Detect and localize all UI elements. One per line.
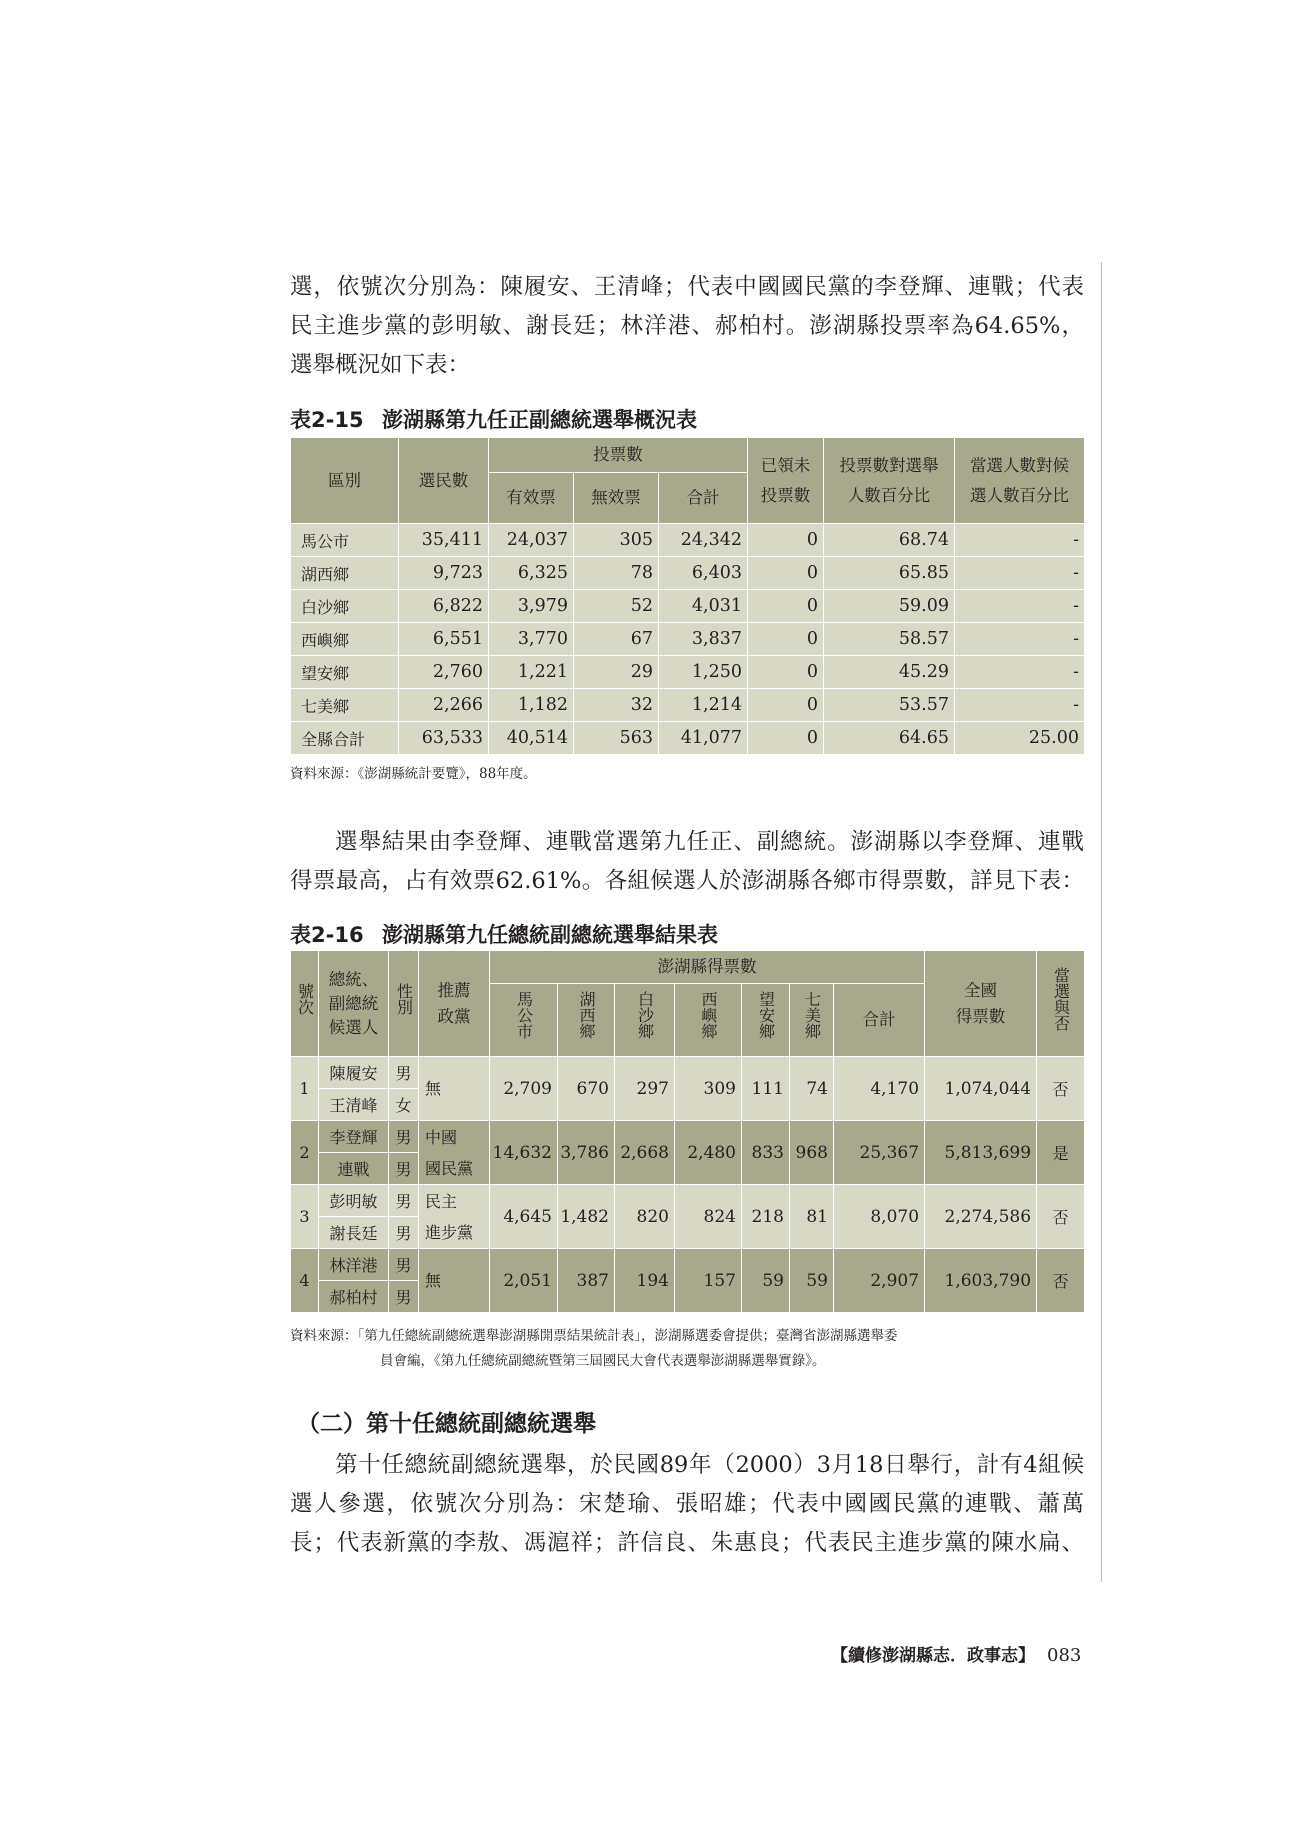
turnout-cell: 64.65 — [824, 722, 955, 755]
footer-book-title: 【續修澎湖縣志．政事志】 — [831, 1646, 1035, 1666]
party-line-1: 無 — [425, 1271, 442, 1290]
qimei-cell: 74 — [790, 1057, 834, 1121]
voters-cell: 2,266 — [399, 689, 489, 722]
total-cell: 6,403 — [659, 557, 748, 590]
wangan-cell: 111 — [742, 1057, 790, 1121]
party-cell — [419, 1185, 490, 1249]
total-cell: 8,070 — [834, 1185, 925, 1249]
header-elected — [955, 438, 1085, 524]
invalid-cell: 52 — [574, 590, 659, 623]
district-cell: 白沙鄉 — [291, 590, 399, 623]
xiyu-cell: 824 — [675, 1185, 742, 1249]
table1-source: 資料來源：《澎湖縣統計要覽》，88年度。 — [290, 766, 537, 782]
magong-cell: 4,645 — [490, 1185, 558, 1249]
wangan-cell: 218 — [742, 1185, 790, 1249]
para2-line-2: 得票最高，占有效票62.61%。各組候選人於澎湖縣各鄉市得票數，詳見下表： — [290, 868, 1084, 894]
magong-cell: 2,709 — [490, 1057, 558, 1121]
header-turnout-line-1: 投票數對選舉 — [839, 455, 939, 475]
header-voters: 選民數 — [399, 438, 489, 524]
header-wangan-text: 望安鄉 — [756, 991, 776, 1039]
header-no — [291, 951, 319, 1057]
turnout-cell: 59.09 — [824, 590, 955, 623]
valid-cell: 1,221 — [489, 656, 574, 689]
table1-caption — [290, 404, 697, 434]
header-gender — [389, 951, 419, 1057]
header-gender-text: 性別 — [394, 982, 414, 1015]
huxi-cell: 1,482 — [558, 1185, 615, 1249]
header-no-text: 號次 — [295, 982, 315, 1015]
elected-cell: 否 — [1037, 1057, 1085, 1121]
party-line-2: 進步黨 — [425, 1222, 474, 1242]
valid-cell: 3,979 — [489, 590, 574, 623]
no-cell: 2 — [291, 1121, 319, 1185]
table-row — [291, 1057, 1085, 1089]
baisha-cell: 297 — [615, 1057, 675, 1121]
qimei-cell: 968 — [790, 1121, 834, 1185]
gender-cell: 男 — [389, 1121, 419, 1153]
header-elected-text: 當選與否 — [1051, 966, 1071, 1031]
xiyu-cell: 2,480 — [675, 1121, 742, 1185]
total-cell: 1,250 — [659, 656, 748, 689]
baisha-cell: 194 — [615, 1249, 675, 1313]
national-cell: 5,813,699 — [925, 1121, 1037, 1185]
table-row — [291, 590, 1085, 623]
president-cell: 陳履安 — [319, 1057, 389, 1089]
vice-president-cell: 謝長廷 — [319, 1217, 389, 1249]
intro-line-3: 選舉概況如下表： — [290, 352, 471, 378]
voters-cell: 63,533 — [399, 722, 489, 755]
elected-cell: - — [955, 689, 1085, 722]
no-cell: 3 — [291, 1185, 319, 1249]
section-line-3: 長；代表新黨的李敖、馮滬祥；許信良、朱惠良；代表民主進步黨的陳水扁、 — [290, 1530, 1084, 1556]
header-baisha-text: 白沙鄉 — [635, 991, 655, 1039]
total-cell: 1,214 — [659, 689, 748, 722]
table2-caption — [290, 919, 718, 949]
header-turnout-line-2: 人數百分比 — [847, 485, 931, 505]
party-line-2: 國民黨 — [425, 1158, 474, 1178]
baisha-cell: 820 — [615, 1185, 675, 1249]
header-party-line-1: 推薦 — [437, 980, 471, 1000]
section-line-1: 第十任總統副總統選舉，於民國89年（2000）3月18日舉行，計有4組候 — [335, 1452, 1084, 1478]
intro-line-1: 選，依號次分別為：陳履安、王清峰；代表中國國民黨的李登輝、連戰；代表 — [290, 274, 1084, 300]
header-unclaimed-line-2: 投票數 — [760, 485, 811, 505]
header-wangan — [742, 984, 790, 1057]
voters-cell: 35,411 — [399, 524, 489, 557]
turnout-cell: 58.57 — [824, 623, 955, 656]
table-row — [291, 524, 1085, 557]
table2-source-line-1: 資料來源：「第九任總統副總統選舉澎湖縣開票結果統計表」，澎湖縣選委會提供；臺灣省澎湖縣選舉委 — [290, 1328, 898, 1344]
elected-cell: 否 — [1037, 1185, 1085, 1249]
header-elected — [1037, 951, 1085, 1057]
unclaimed-cell: 0 — [748, 590, 824, 623]
district-cell: 望安鄉 — [291, 656, 399, 689]
header-cand-line-1: 總統、 — [328, 969, 379, 989]
valid-cell: 6,325 — [489, 557, 574, 590]
header-xiyu — [675, 984, 742, 1057]
gender-cell: 男 — [389, 1185, 419, 1217]
table2-caption-number: 表2-16 — [290, 923, 364, 947]
header-magong — [490, 984, 558, 1057]
header-national — [925, 951, 1037, 1057]
voters-cell: 6,822 — [399, 590, 489, 623]
national-cell: 2,274,586 — [925, 1185, 1037, 1249]
table-row-total — [291, 722, 1085, 755]
header-turnout — [824, 438, 955, 524]
huxi-cell: 387 — [558, 1249, 615, 1313]
vice-president-cell: 王清峰 — [319, 1089, 389, 1121]
invalid-cell: 78 — [574, 557, 659, 590]
valid-cell: 3,770 — [489, 623, 574, 656]
vice-president-cell: 連戰 — [319, 1153, 389, 1185]
national-cell: 1,074,044 — [925, 1057, 1037, 1121]
results-table — [290, 950, 1085, 1313]
no-cell: 1 — [291, 1057, 319, 1121]
total-cell: 2,907 — [834, 1249, 925, 1313]
huxi-cell: 670 — [558, 1057, 615, 1121]
magong-cell: 2,051 — [490, 1249, 558, 1313]
header-total: 合計 — [659, 473, 748, 524]
valid-cell: 1,182 — [489, 689, 574, 722]
magong-cell: 14,632 — [490, 1121, 558, 1185]
valid-cell: 24,037 — [489, 524, 574, 557]
table-row — [291, 656, 1085, 689]
section-heading: （二）第十任總統副總統選舉 — [297, 1410, 596, 1437]
elected-cell: 否 — [1037, 1249, 1085, 1313]
unclaimed-cell: 0 — [748, 524, 824, 557]
header-magong-text: 馬公市 — [514, 991, 534, 1039]
elected-cell: - — [955, 557, 1085, 590]
header-invalid: 無效票 — [574, 473, 659, 524]
header-total: 合計 — [834, 984, 925, 1057]
voters-cell: 2,760 — [399, 656, 489, 689]
xiyu-cell: 157 — [675, 1249, 742, 1313]
party-line-1: 民主 — [425, 1191, 458, 1211]
para2-line-1: 選舉結果由李登輝、連戰當選第九任正、副總統。澎湖縣以李登輝、連戰 — [335, 829, 1084, 855]
total-cell: 4,031 — [659, 590, 748, 623]
valid-cell: 40,514 — [489, 722, 574, 755]
table-row — [291, 689, 1085, 722]
page-number: 083 — [1047, 1645, 1082, 1666]
turnout-table — [290, 437, 1085, 755]
turnout-cell: 68.74 — [824, 524, 955, 557]
baisha-cell: 2,668 — [615, 1121, 675, 1185]
header-national-line-2: 得票數 — [955, 1006, 1006, 1026]
invalid-cell: 67 — [574, 623, 659, 656]
header-unclaimed — [748, 438, 824, 524]
unclaimed-cell: 0 — [748, 557, 824, 590]
wangan-cell: 59 — [742, 1249, 790, 1313]
header-xiyu-text: 西嶼鄉 — [699, 991, 718, 1039]
total-cell: 3,837 — [659, 623, 748, 656]
table-row — [291, 623, 1085, 656]
unclaimed-cell: 0 — [748, 689, 824, 722]
party-cell — [419, 1249, 490, 1313]
turnout-cell: 45.29 — [824, 656, 955, 689]
party-line-1: 無 — [425, 1079, 442, 1098]
unclaimed-cell: 0 — [748, 656, 824, 689]
total-cell: 41,077 — [659, 722, 748, 755]
header-national-line-1: 全國 — [964, 980, 998, 1000]
wangan-cell: 833 — [742, 1121, 790, 1185]
table1-caption-number: 表2-15 — [290, 408, 364, 432]
invalid-cell: 305 — [574, 524, 659, 557]
header-unclaimed-line-1: 已領未 — [760, 455, 811, 475]
intro-line-2: 民主進步黨的彭明敏、謝長廷；林洋港、郝柏村。澎湖縣投票率為64.65%， — [290, 313, 1084, 339]
president-cell: 彭明敏 — [319, 1185, 389, 1217]
table-row — [291, 1185, 1085, 1217]
header-candidates — [319, 951, 389, 1057]
unclaimed-cell: 0 — [748, 722, 824, 755]
elected-cell: 是 — [1037, 1121, 1085, 1185]
elected-cell: - — [955, 590, 1085, 623]
president-cell: 李登輝 — [319, 1121, 389, 1153]
elected-cell: - — [955, 524, 1085, 557]
page-footer — [831, 1641, 1081, 1666]
qimei-cell: 59 — [790, 1249, 834, 1313]
header-cand-line-2: 副總統 — [328, 993, 379, 1013]
total-cell: 24,342 — [659, 524, 748, 557]
table2-source-line-2: 員會編，《第九任總統副總統暨第三屆國民大會代表選舉澎湖縣選舉實錄》。 — [380, 1353, 826, 1369]
district-cell: 西嶼鄉 — [291, 623, 399, 656]
turnout-cell: 65.85 — [824, 557, 955, 590]
gender-cell: 男 — [389, 1057, 419, 1089]
header-penghu-votes: 澎湖縣得票數 — [490, 951, 925, 984]
elected-cell: - — [955, 623, 1085, 656]
turnout-cell: 53.57 — [824, 689, 955, 722]
gender-cell: 男 — [389, 1281, 419, 1313]
national-cell: 1,603,790 — [925, 1249, 1037, 1313]
qimei-cell: 81 — [790, 1185, 834, 1249]
unclaimed-cell: 0 — [748, 623, 824, 656]
party-cell — [419, 1057, 490, 1121]
huxi-cell: 3,786 — [558, 1121, 615, 1185]
right-margin-rule — [1101, 262, 1102, 1582]
table-row — [291, 1249, 1085, 1281]
invalid-cell: 32 — [574, 689, 659, 722]
table2-caption-title: 澎湖縣第九任總統副總統選舉結果表 — [382, 923, 718, 947]
gender-cell: 男 — [389, 1249, 419, 1281]
table1-caption-title: 澎湖縣第九任正副總統選舉概況表 — [382, 408, 697, 432]
header-cand-line-3: 候選人 — [328, 1017, 379, 1037]
header-valid: 有效票 — [489, 473, 574, 524]
gender-cell: 女 — [389, 1089, 419, 1121]
voters-cell: 6,551 — [399, 623, 489, 656]
invalid-cell: 29 — [574, 656, 659, 689]
vice-president-cell: 郝柏村 — [319, 1281, 389, 1313]
gender-cell: 男 — [389, 1153, 419, 1185]
header-district: 區別 — [291, 438, 399, 524]
header-elected-line-1: 當選人數對候 — [970, 455, 1070, 475]
section-line-2: 選人參選，依號次分別為：宋楚瑜、張昭雄；代表中國國民黨的連戰、蕭萬 — [290, 1491, 1084, 1517]
header-huxi — [558, 984, 615, 1057]
total-cell: 25,367 — [834, 1121, 925, 1185]
header-qimei-text: 七美鄉 — [802, 991, 822, 1039]
header-baisha — [615, 984, 675, 1057]
header-huxi-text: 湖西鄉 — [577, 991, 596, 1039]
header-party — [419, 951, 490, 1057]
no-cell: 4 — [291, 1249, 319, 1313]
table-row — [291, 1121, 1085, 1153]
header-party-line-2: 政黨 — [437, 1006, 471, 1026]
xiyu-cell: 309 — [675, 1057, 742, 1121]
header-qimei — [790, 984, 834, 1057]
party-cell — [419, 1121, 490, 1185]
elected-cell: - — [955, 656, 1085, 689]
district-cell: 七美鄉 — [291, 689, 399, 722]
invalid-cell: 563 — [574, 722, 659, 755]
header-elected-line-2: 選人數百分比 — [970, 485, 1070, 505]
district-cell: 全縣合計 — [291, 722, 399, 755]
total-cell: 4,170 — [834, 1057, 925, 1121]
header-votes-group: 投票數 — [489, 438, 748, 473]
party-line-1: 中國 — [425, 1127, 458, 1147]
table-row — [291, 557, 1085, 590]
district-cell: 馬公市 — [291, 524, 399, 557]
gender-cell: 男 — [389, 1217, 419, 1249]
district-cell: 湖西鄉 — [291, 557, 399, 590]
voters-cell: 9,723 — [399, 557, 489, 590]
president-cell: 林洋港 — [319, 1249, 389, 1281]
elected-cell: 25.00 — [955, 722, 1085, 755]
